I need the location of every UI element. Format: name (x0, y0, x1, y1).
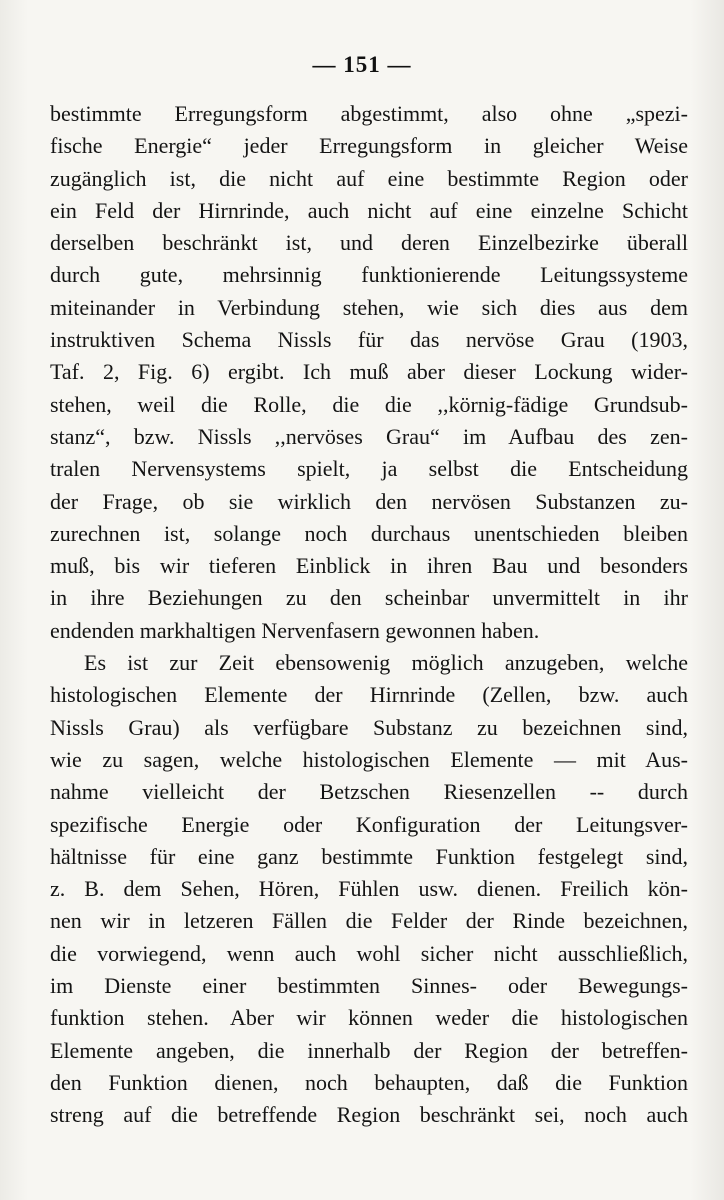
text-line: stanz“, bzw. Nissls ,,nervöses Grau“ im Aufbau des zen- (50, 423, 688, 449)
text-line: durch gute, mehrsinnig funktionierende Leitungssysteme (50, 262, 688, 288)
text-line: spezifische Energie oder Konfiguration der Leitungsver- (50, 811, 688, 837)
text-line: Elemente angeben, die innerhalb der Region der betreffen- (50, 1037, 688, 1063)
text-line: instruktiven Schema Nissls für das nervöse Grau (1903, (50, 327, 688, 353)
text-line: derselben beschränkt ist, und deren Einzelbezirke überall (50, 230, 688, 256)
text-line: der Frage, ob sie wirklich den nervösen Substanzen zu- (50, 488, 688, 514)
text-line: Nissls Grau) als verfügbare Substanz zu bezeichnen sind, (50, 714, 688, 740)
text-line: histologischen Elemente der Hirnrinde (Zellen, bzw. auch (50, 682, 688, 708)
text-line: muß, bis wir tieferen Einblick in ihren Bau und besonders (50, 553, 688, 579)
text-line: funktion stehen. Aber wir können weder die histologischen (50, 1005, 688, 1031)
text-line: fische Energie“ jeder Erregungsform in gleicher Weise (50, 133, 688, 159)
text-line: nahme vielleicht der Betzschen Riesenzellen -- durch (50, 779, 688, 805)
text-line: zugänglich ist, die nicht auf eine bestimmte Region oder (50, 165, 688, 191)
text-line: bestimmte Erregungsform abgestimmt, also ohne „spezi- (50, 101, 688, 126)
body-text (50, 98, 688, 1132)
text-line: im Dienste einer bestimmten Sinnes- oder Bewegungs- (50, 973, 688, 999)
text-line: endenden markhaltigen Nervenfasern gewonnen haben. (50, 617, 540, 643)
text-line: z. B. dem Sehen, Hören, Fühlen usw. dienen. Freilich kön- (50, 876, 688, 902)
text-line: Taf. 2, Fig. 6) ergibt. Ich muß aber dieser Lockung wider- (50, 359, 688, 385)
text-line: in ihre Beziehungen zu den scheinbar unvermittelt in ihr (50, 585, 688, 611)
text-line: miteinander in Verbindung stehen, wie sich dies aus dem (50, 294, 688, 320)
text-line: wie zu sagen, welche histologischen Elemente — mit Aus- (50, 746, 688, 772)
text-line: streng auf die betreffende Region beschränkt sei, noch auch (50, 1102, 688, 1128)
text-line: nen wir in letzeren Fällen die Felder der Rinde bezeichnen, (50, 908, 688, 934)
text-line: die vorwiegend, wenn auch wohl sicher nicht ausschließlich, (50, 940, 688, 966)
paragraph-1 (50, 98, 688, 647)
text-line: zurechnen ist, solange noch durchaus unentschieden bleiben (50, 520, 688, 546)
text-line: stehen, weil die Rolle, die die ,,körnig-fädige Grundsub- (50, 391, 688, 417)
paragraph-2 (50, 647, 688, 1131)
text-line: ein Feld der Hirnrinde, auch nicht auf eine einzelne Schicht (50, 197, 688, 223)
text-line: tralen Nervensystems spielt, ja selbst die Entscheidung (50, 456, 688, 482)
text-line: Es ist zur Zeit ebensowenig möglich anzugeben, welche (84, 650, 688, 676)
text-line: den Funktion dienen, noch behaupten, daß die Funktion (50, 1069, 688, 1095)
page-number: — 151 — (312, 52, 412, 77)
text-line: hältnisse für eine ganz bestimmte Funktion festgelegt sind, (50, 843, 688, 869)
